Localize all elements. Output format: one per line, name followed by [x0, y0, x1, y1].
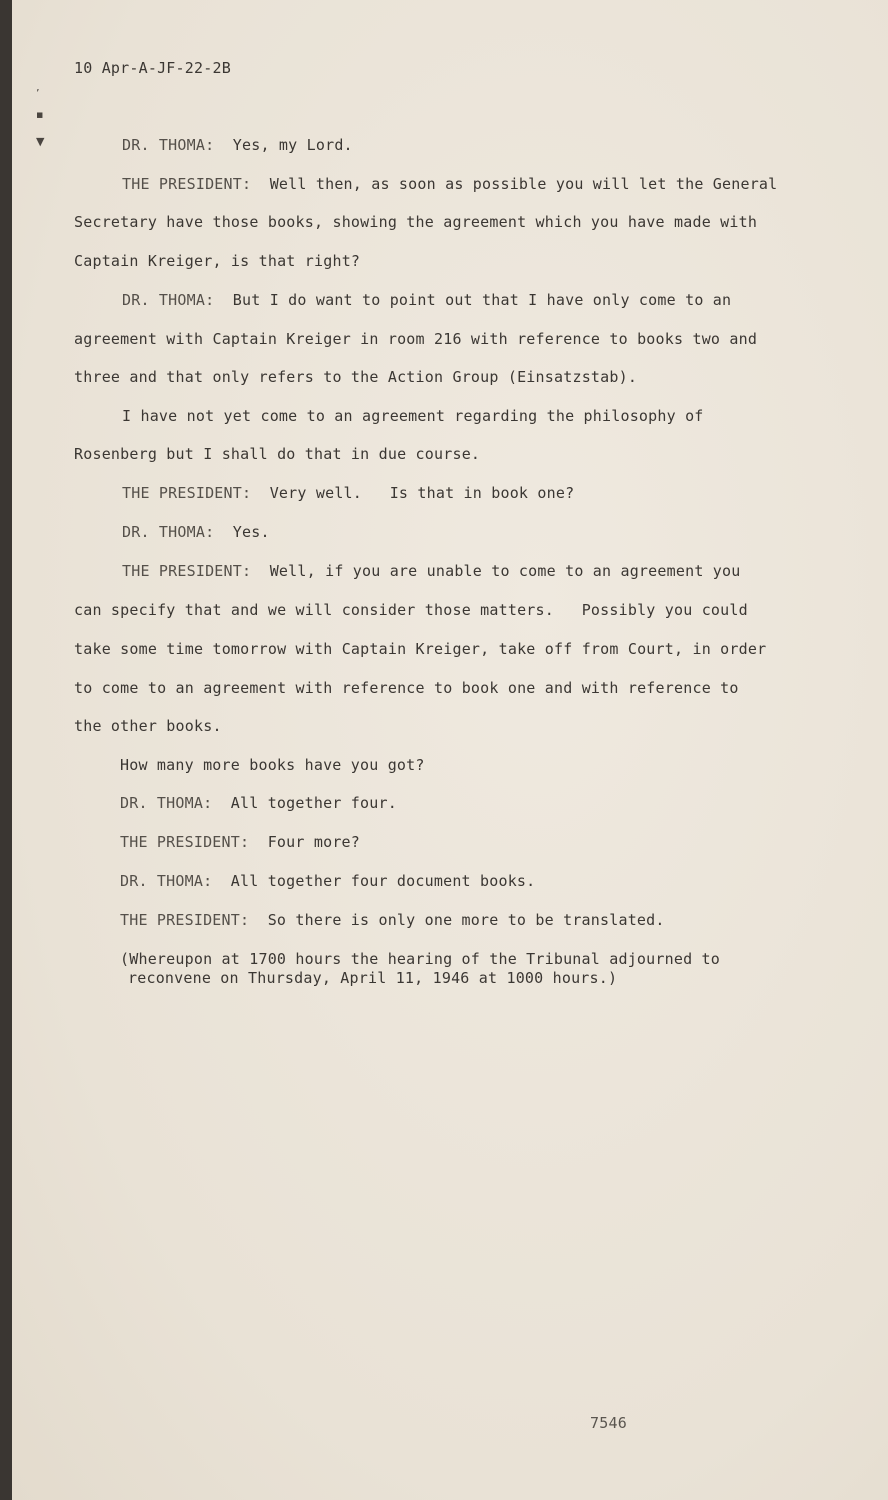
document-page — [12, 0, 888, 1500]
transcript-line: take some time tomorrow with Captain Kreiger, take off from Court, in order — [74, 640, 767, 658]
speech-text: Well then, as soon as possible you will let the General — [269, 175, 778, 193]
speech-text: So there is only one more to be translated. — [267, 911, 665, 929]
speaker-label: THE PRESIDENT: — [122, 484, 252, 502]
transcript-line: Captain Kreiger, is that right? — [74, 252, 361, 270]
speaker-label: THE PRESIDENT: — [120, 833, 250, 851]
speech-text: Well, if you are unable to come to an agreement you — [269, 562, 741, 580]
adjournment-note: (Whereupon at 1700 hours the hearing of the Tribunal adjourned to — [120, 950, 720, 968]
margin-mark: ▼ — [36, 135, 45, 148]
transcript-line: to come to an agreement with reference to book one and with reference to — [74, 679, 739, 697]
transcript-line — [120, 910, 665, 930]
speech-text: Yes, my Lord. — [232, 136, 353, 154]
speaker-label: DR. THOMA: — [122, 136, 215, 154]
speaker-label: DR. THOMA: — [122, 523, 215, 541]
transcript-line: Rosenberg but I shall do that in due course. — [74, 445, 481, 463]
speech-text: Yes. — [232, 523, 270, 541]
transcript-line — [122, 483, 574, 503]
speech-text: Four more? — [267, 833, 361, 851]
speaker-label: THE PRESIDENT: — [122, 175, 252, 193]
transcript-line — [120, 871, 535, 891]
transcript-line: I have not yet come to an agreement regarding the philosophy of — [122, 407, 704, 425]
speaker-label: THE PRESIDENT: — [122, 562, 252, 580]
speech-text: Very well. Is that in book one? — [269, 484, 575, 502]
margin-mark: ʼ — [36, 87, 40, 100]
transcript-line: can specify that and we will consider those matters. Possibly you could — [74, 601, 748, 619]
transcript-line: the other books. — [74, 717, 222, 735]
margin-mark: ▪ — [36, 108, 44, 121]
speaker-label: DR. THOMA: — [120, 794, 213, 812]
transcript-line — [120, 832, 360, 852]
speech-text: All together four. — [230, 794, 397, 812]
transcript-line — [122, 561, 740, 581]
transcript-line — [122, 135, 353, 155]
transcript-line: agreement with Captain Kreiger in room 216 with reference to books two and — [74, 330, 758, 348]
speaker-label: DR. THOMA: — [120, 872, 213, 890]
speaker-label: DR. THOMA: — [122, 291, 215, 309]
adjournment-note: reconvene on Thursday, April 11, 1946 at 1000 hours.) — [128, 969, 618, 987]
page-number: 7546 — [590, 1414, 627, 1432]
transcript-line — [120, 793, 397, 813]
transcript-line: three and that only refers to the Action Group (Einsatzstab). — [74, 368, 638, 386]
transcript-line: Secretary have those books, showing the agreement which you have made with — [74, 213, 758, 231]
document-id: 10 Apr-A-JF-22-2B — [74, 59, 231, 77]
transcript-line — [122, 290, 731, 310]
speech-text: But I do want to point out that I have only come to an — [232, 291, 732, 309]
speaker-label: THE PRESIDENT: — [120, 911, 250, 929]
transcript-line — [122, 522, 270, 542]
transcript-line: How many more books have you got? — [120, 756, 425, 774]
speech-text: All together four document books. — [230, 872, 536, 890]
transcript-line — [122, 174, 777, 194]
